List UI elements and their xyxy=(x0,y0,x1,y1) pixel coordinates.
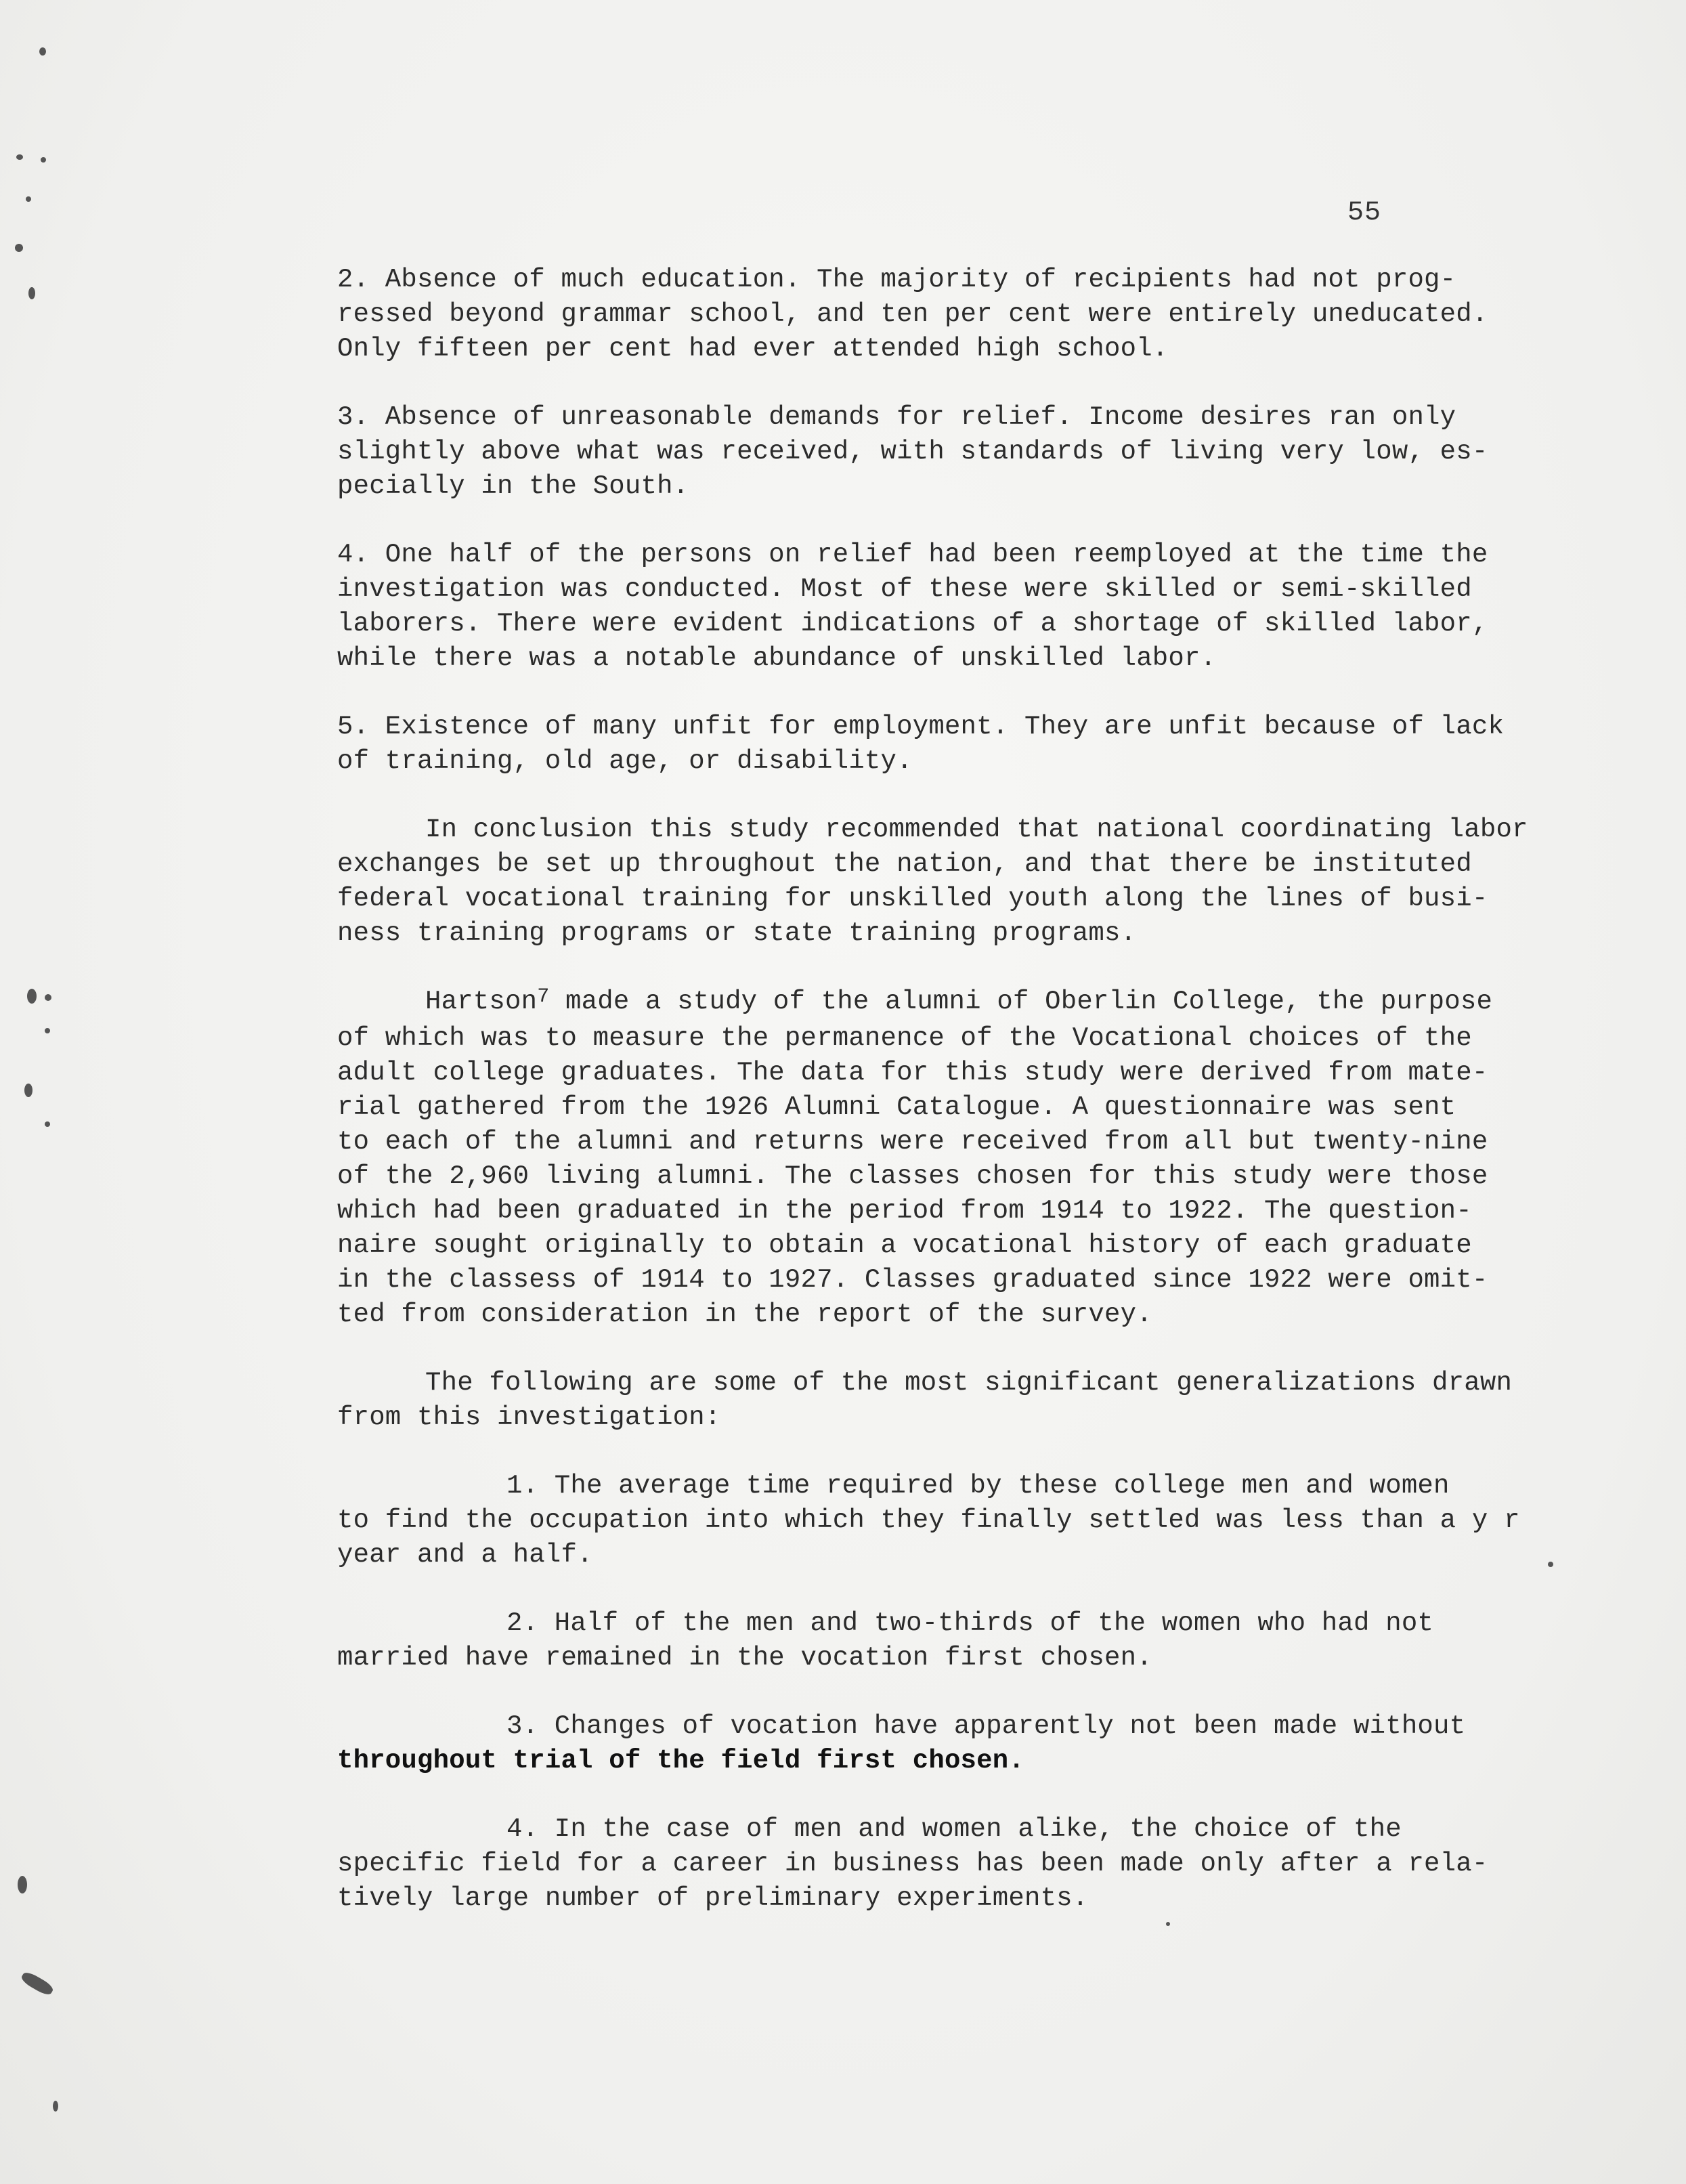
paragraph-generalization-4 xyxy=(337,1812,1624,1916)
margin-speck xyxy=(53,2101,58,2112)
paragraph-hartson-study xyxy=(337,985,1624,1332)
text-line: slightly above what was received, with standards of living very low, es- xyxy=(337,437,1488,467)
paragraph-generalization-2 xyxy=(337,1606,1624,1675)
text-line: 1. The average time required by these college men and women xyxy=(506,1471,1450,1501)
text-line: of training, old age, or disability. xyxy=(337,746,913,776)
text-line: to find the occupation into which they finally settled was less than a y r xyxy=(337,1505,1520,1535)
text-line: from this investigation: xyxy=(337,1403,721,1432)
margin-speck xyxy=(39,47,46,56)
text-line: married have remained in the vocation first chosen. xyxy=(337,1643,1152,1673)
text-line: in the classess of 1914 to 1927. Classes graduated since 1922 were omit- xyxy=(337,1265,1488,1295)
text-line: The following are some of the most significant generalizations drawn xyxy=(425,1368,1513,1398)
text-line: 2. Absence of much education. The majority of recipients had not prog- xyxy=(337,265,1456,295)
text-line: ness training programs or state training programs. xyxy=(337,918,1137,948)
footnote-marker: 7 xyxy=(537,985,550,1008)
text-line: 3. Absence of unreasonable demands for relief. Income desires ran only xyxy=(337,402,1456,432)
paragraph-item-5-unfit xyxy=(337,710,1624,779)
paragraph-generalization-3 xyxy=(337,1709,1624,1778)
margin-speck xyxy=(1548,1562,1553,1567)
text-line: ressed beyond grammar school, and ten per cent were entirely uneducated. xyxy=(337,299,1488,329)
paragraph-item-2-education xyxy=(337,263,1624,366)
margin-speck xyxy=(28,287,35,299)
margin-speck xyxy=(18,1876,27,1893)
paragraph-item-3-demands xyxy=(337,400,1624,504)
text-line: rial gathered from the 1926 Alumni Catalogue. A questionnaire was sent xyxy=(337,1092,1456,1122)
text-line: 4. In the case of men and women alike, the choice of the xyxy=(506,1814,1402,1844)
text-line: investigation was conducted. Most of these were skilled or semi-skilled xyxy=(337,574,1472,604)
text-line: of which was to measure the permanence of the Vocational choices of the xyxy=(337,1023,1472,1053)
author-name: Hartson xyxy=(425,987,538,1016)
text-line xyxy=(337,985,1624,1021)
text-line: year and a half. xyxy=(337,1540,593,1570)
margin-speck xyxy=(26,196,31,202)
text-line: 4. One half of the persons on relief had been reemployed at the time the xyxy=(337,540,1488,570)
text-line: 2. Half of the men and two-thirds of the women who had not xyxy=(506,1608,1434,1638)
text-line: 5. Existence of many unfit for employment. They are unfit because of lack xyxy=(337,712,1505,742)
margin-speck xyxy=(27,989,37,1004)
paragraph-generalizations-intro xyxy=(337,1366,1624,1435)
paragraph-item-4-reemployed xyxy=(337,538,1624,676)
text-line: specific field for a career in business has been made only after a rela- xyxy=(337,1849,1488,1879)
text-line: while there was a notable abundance of unskilled labor. xyxy=(337,643,1217,673)
text-line: exchanges be set up throughout the nation, and that there be instituted xyxy=(337,849,1472,879)
margin-speck xyxy=(20,1970,55,1998)
text-line: 3. Changes of vocation have apparently not been made without xyxy=(506,1711,1466,1741)
text-line: ted from consideration in the report of the survey. xyxy=(337,1300,1152,1329)
text-line: which had been graduated in the period from 1914 to 1922. The question- xyxy=(337,1196,1472,1226)
margin-speck xyxy=(15,244,23,252)
text-line: laborers. There were evident indications of a shortage of skilled labor, xyxy=(337,609,1488,639)
text-line: In conclusion this study recommended that national coordinating labor xyxy=(425,815,1528,844)
text-line: pecially in the South. xyxy=(337,471,689,501)
text-line: naire sought originally to obtain a vocational history of each graduate xyxy=(337,1230,1472,1260)
margin-speck xyxy=(45,1028,50,1033)
text-line: to each of the alumni and returns were received from all but twenty-nine xyxy=(337,1127,1488,1157)
paragraph-conclusion xyxy=(337,813,1624,951)
text-line: Only fifteen per cent had ever attended high school. xyxy=(337,334,1169,364)
text-line-rest: made a study of the alumni of Oberlin College, the purpose xyxy=(549,987,1493,1016)
margin-speck xyxy=(41,157,46,163)
paragraph-generalization-1 xyxy=(337,1469,1624,1572)
margin-speck xyxy=(16,154,23,160)
margin-speck xyxy=(45,994,51,1001)
page-number: 55 xyxy=(1347,198,1382,228)
text-line: federal vocational training for unskilled youth along the lines of busi- xyxy=(337,884,1488,914)
document-body xyxy=(337,263,1624,1950)
text-line: of the 2,960 living alumni. The classes chosen for this study were those xyxy=(337,1161,1488,1191)
text-line: adult college graduates. The data for this study were derived from mate- xyxy=(337,1058,1488,1088)
margin-speck xyxy=(24,1084,33,1097)
text-line: tively large number of preliminary experiments. xyxy=(337,1883,1089,1913)
margin-speck xyxy=(45,1121,50,1127)
text-line: throughout trial of the field first chosen. xyxy=(337,1746,1024,1776)
margin-speck xyxy=(1166,1922,1170,1926)
